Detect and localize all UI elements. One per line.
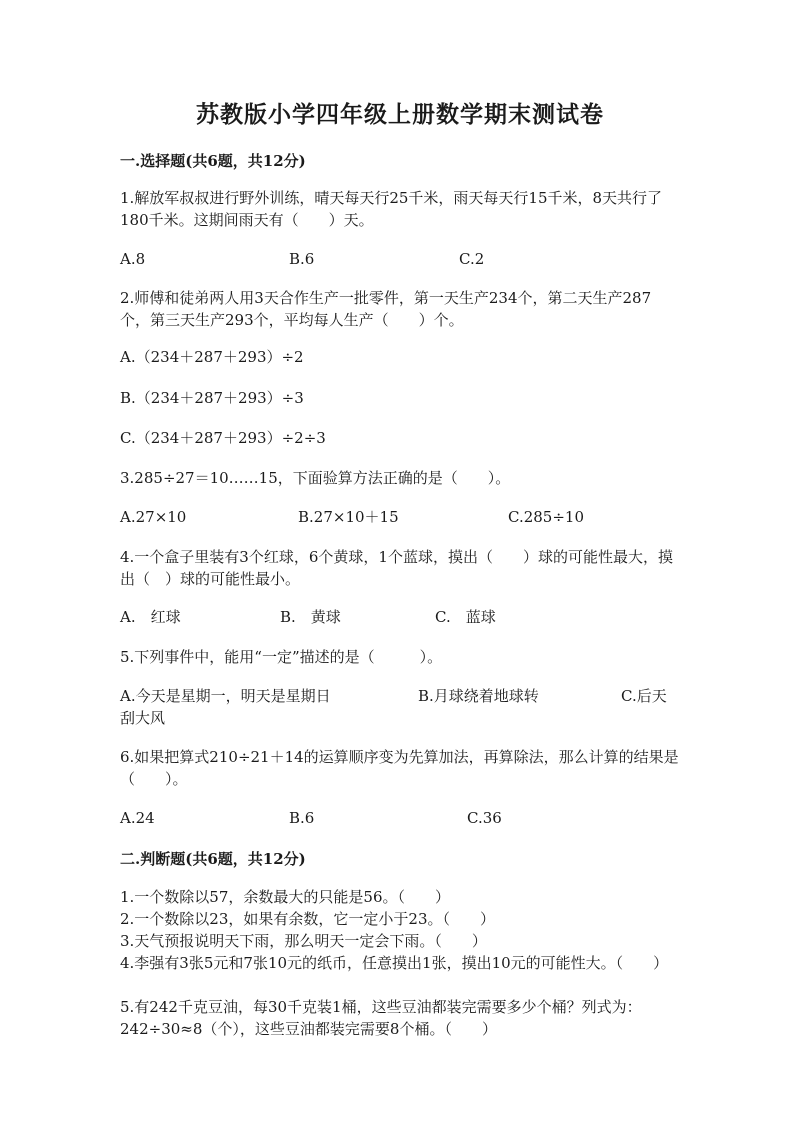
question-5: 5.下列事件中，能用“一定”描述的是（ ）。 xyxy=(120,648,443,666)
section-heading-truefalse: 二.判断题(共6题，共12分) xyxy=(120,850,306,868)
q1-option-c: C.2 xyxy=(459,250,485,268)
tf-item-4: 4.李强有3张5元和7张10元的纸币，任意摸出1张，摸出10元的可能性大。（ ） xyxy=(120,954,669,972)
q5-option-c-wrap: 刮大风 xyxy=(120,709,166,727)
tf-item-5: 5.有242千克豆油，每30千克装1桶，这些豆油都装完需要多少个桶？列式为：242÷30≈8（个），这些豆油都装完需要8个桶。（ ） xyxy=(120,998,642,1038)
q4-option-a: A. 红球 xyxy=(120,608,181,626)
question-6: 6.如果把算式210÷21＋14的运算顺序变为先算加法，再算除法，那么计算的结果是（ ）。 xyxy=(120,748,679,788)
q4-option-b: B. 黄球 xyxy=(280,608,341,626)
q2-option-c: C.（234＋287＋293）÷2÷3 xyxy=(120,429,326,447)
tf-item-2: 2.一个数除以23，如果有余数，它一定小于23。（ ） xyxy=(120,910,495,928)
q1-option-b: B.6 xyxy=(289,250,315,268)
q6-option-b: B.6 xyxy=(289,809,315,827)
q6-option-a: A.24 xyxy=(120,809,155,827)
q6-option-c: C.36 xyxy=(467,809,502,827)
tf-item-3: 3.天气预报说明天下雨，那么明天一定会下雨。（ ） xyxy=(120,932,487,950)
section-heading-choice: 一.选择题(共6题，共12分) xyxy=(120,152,306,170)
q3-option-c: C.285÷10 xyxy=(508,508,584,526)
question-4: 4.一个盒子里装有3个红球，6个黄球，1个蓝球，摸出（ ）球的可能性最大，摸出（ ）球的可能性最小。 xyxy=(120,548,673,588)
question-1: 1.解放军叔叔进行野外训练，晴天每天行25千米，雨天每天行15千米，8天共行了180千米。这期间雨天有（ ）天。 xyxy=(120,189,663,229)
q2-option-b: B.（234＋287＋293）÷3 xyxy=(120,389,304,407)
page-title: 苏教版小学四年级上册数学期末测试卷 xyxy=(196,101,604,128)
q5-option-c: C.后天 xyxy=(621,687,667,705)
question-3: 3.285÷27＝10……15，下面验算方法正确的是（ ）。 xyxy=(120,469,511,487)
question-2: 2.师傅和徒弟两人用3天合作生产一批零件，第一天生产234个，第二天生产287个，第三天生产293个，平均每人生产（ ）个。 xyxy=(120,289,652,329)
q5-option-a: A.今天是星期一，明天是星期日 xyxy=(120,687,331,705)
q2-option-a: A.（234＋287＋293）÷2 xyxy=(120,348,304,366)
q5-option-b: B.月球绕着地球转 xyxy=(418,687,539,705)
tf-item-1: 1.一个数除以57，余数最大的只能是56。（ ） xyxy=(120,888,450,906)
q3-option-b: B.27×10＋15 xyxy=(298,508,399,526)
q3-option-a: A.27×10 xyxy=(120,508,187,526)
q1-option-a: A.8 xyxy=(120,250,146,268)
q4-option-c: C. 蓝球 xyxy=(435,608,496,626)
